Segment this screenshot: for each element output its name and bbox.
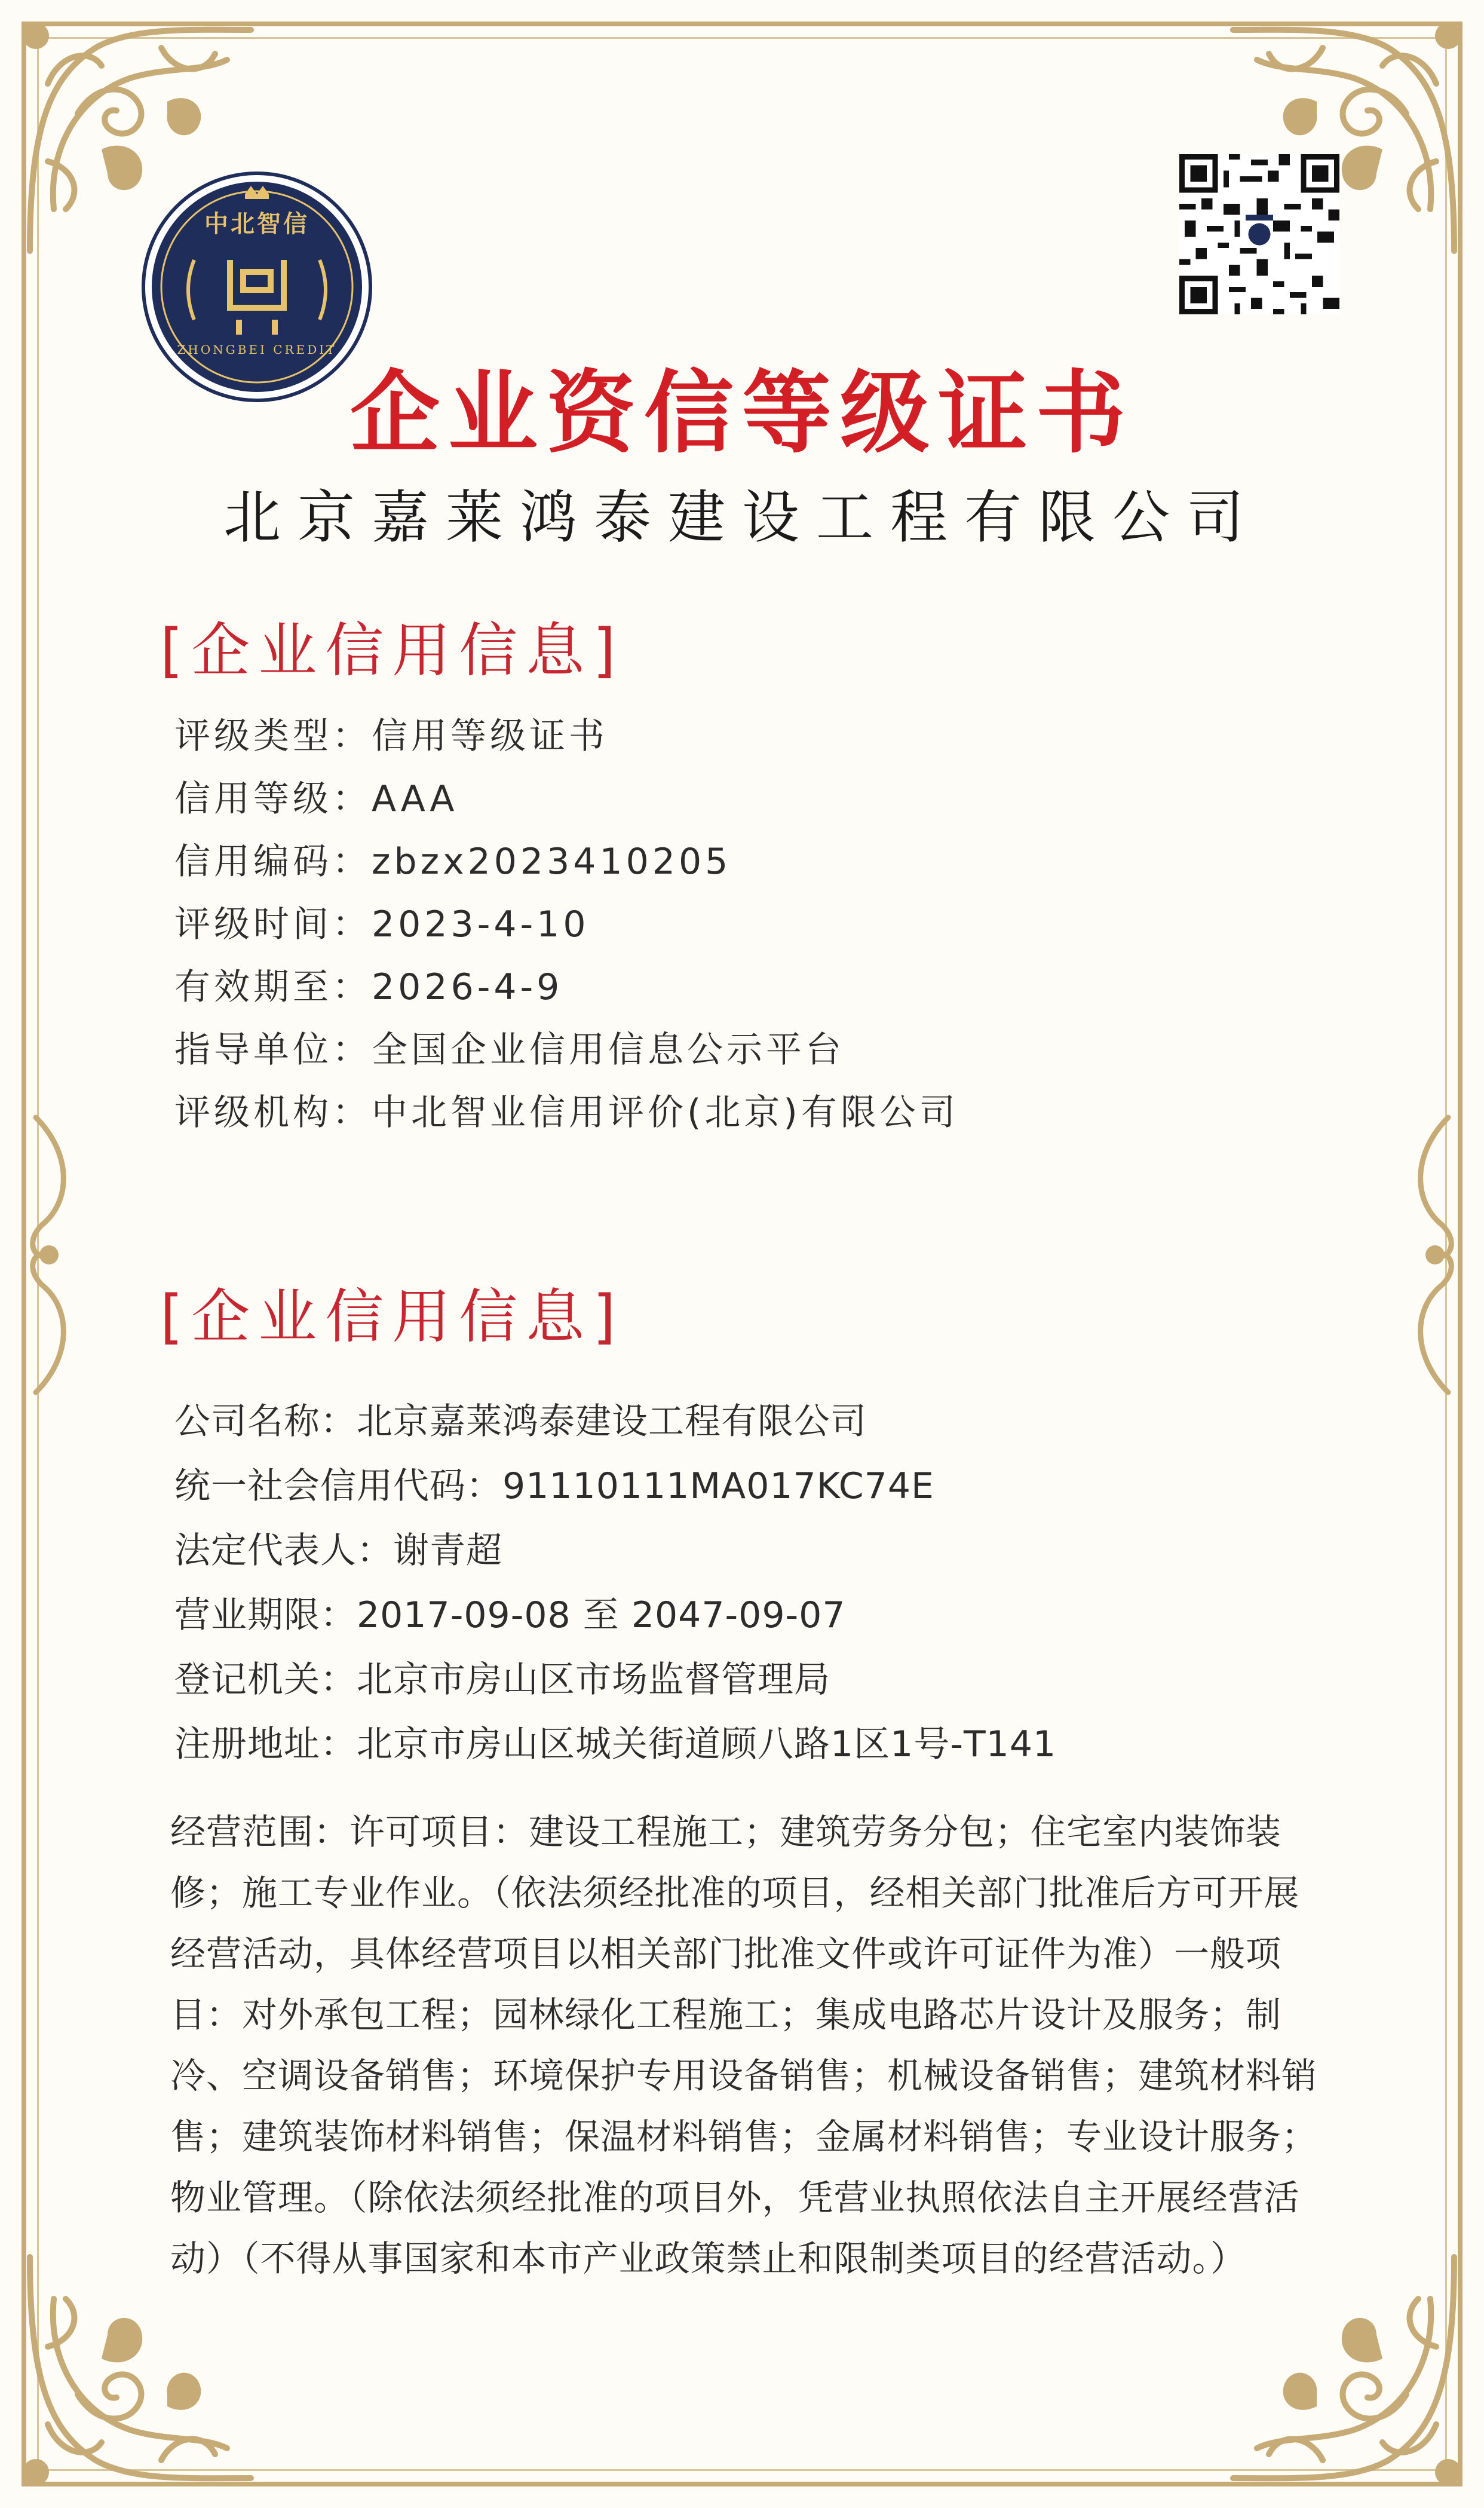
side-ornament-right xyxy=(1400,1106,1472,1404)
registered-address-row: 注册地址：北京市房山区城关街道顾八路1区1号-T141 xyxy=(174,1723,1057,1765)
logo-chinese-text: 中北智信 xyxy=(204,210,309,238)
credit-info-list xyxy=(174,705,959,1144)
company-info-list xyxy=(174,1389,1056,1777)
business-term-row: 营业期限：2017-09-08 至 2047-09-07 xyxy=(174,1594,846,1636)
logo-english-text: ZHONGBEI CREDIT xyxy=(177,342,337,357)
valid-until-row: 有效期至：2026-4-9 xyxy=(174,966,563,1008)
registration-authority-row: 登记机关：北京市房山区市场监督管理局 xyxy=(174,1659,830,1701)
rating-agency-row: 评级机构：中北智业信用评价(北京)有限公司 xyxy=(174,1092,959,1134)
side-ornament-left xyxy=(12,1106,84,1404)
rating-date-row: 评级时间：2023-4-10 xyxy=(174,904,590,945)
section-heading-credit-info: [企业信用信息] xyxy=(160,617,624,685)
qr-code-icon[interactable] xyxy=(1179,154,1339,314)
business-scope-paragraph: 经营范围：许可项目：建设工程施工；建筑劳务分包；住宅室内装饰装修；施工专业作业。（依法须经批准的项目，经相关部门批准后方可开展经营活动，具体经营项目以相关部门批准文件或许可证件为准）一般项目：对外承包工程；园林绿化工程施工；集成电路芯片设计及服务；制冷、空调设备销售；环境保护专用设备销售；机械设备销售；建筑材料销售；建筑装饰材料销售；保温材料销售；金属材料销售；专业设计服务；物业管理。（除依法须经批准的项目外，凭营业执照依法自主开展经营活动）（不得从事国家和本市产业政策禁止和限制类项目的经营活动。） xyxy=(170,1811,1318,2279)
guiding-unit-row: 指导单位：全国企业信用信息公示平台 xyxy=(174,1029,845,1071)
section-heading-company-info: [企业信用信息] xyxy=(160,1283,624,1351)
credit-code-row: 信用编码：zbzx2023410205 xyxy=(174,841,732,883)
credit-code-unified-row: 统一社会信用代码：91110111MA017KC74E xyxy=(174,1465,934,1507)
credit-level-row: 信用等级：AAA xyxy=(174,778,458,820)
rating-type-row: 评级类型：信用等级证书 xyxy=(174,715,608,757)
legal-representative-row: 法定代表人：谢青超 xyxy=(174,1530,502,1572)
certificate-title: 企业资信等级证书 xyxy=(349,360,1134,466)
company-name-header: 北京嘉莱鸿泰建设工程有限公司 xyxy=(223,484,1261,551)
company-name-row: 公司名称：北京嘉莱鸿泰建设工程有限公司 xyxy=(174,1401,867,1443)
